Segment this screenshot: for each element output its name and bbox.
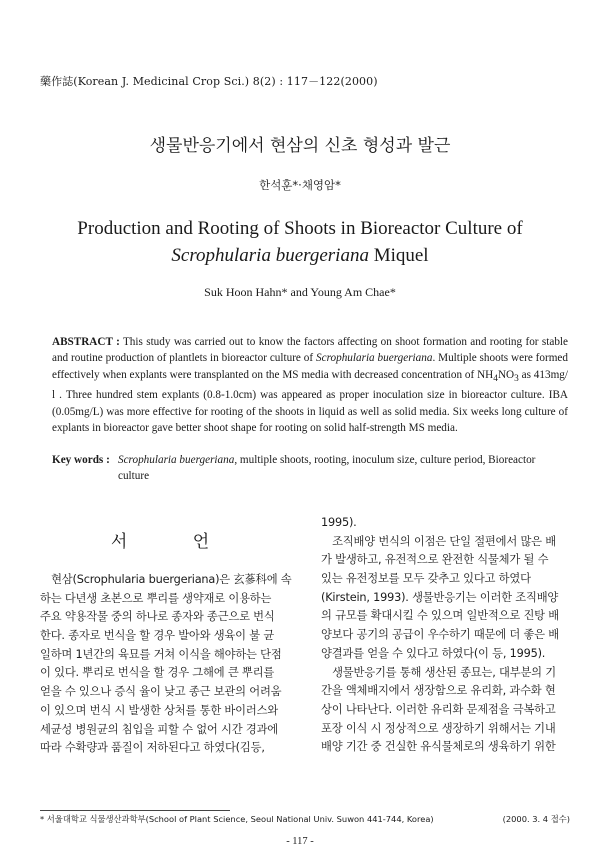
text-line: 포장 이식 시 정상적으로 생장하기 위해서는 기내 (321, 721, 556, 735)
footnote-affiliation: * 서울대학교 식물생산과학부(School of Plant Science, Seoul National Univ. Suwon 441-744, Korea) (40, 814, 434, 824)
english-title-line1: Production and Rooting of Shoots in Bioreactor Culture of (77, 218, 523, 239)
text-line: 가 발생하고, 유전적으로 완전한 식물체가 될 수 (321, 553, 549, 567)
text-line: 양보다 공기의 공급이 우수하기 때문에 더 좋은 배 (321, 628, 559, 642)
text-line: 상이 나타난다. 이러한 유리화 문제점을 극복하고 (321, 702, 556, 716)
english-title-species: Scrophularia buergeriana (171, 245, 369, 266)
text-line: 따라 수확량과 품질이 저하된다고 하였다(김등, (40, 741, 265, 755)
abstract-paragraph (52, 334, 568, 437)
keywords-text (118, 452, 566, 484)
text-line: 현삼(Scrophularia buergeriana)은 玄蔘科에 속 (40, 573, 292, 586)
abstract-text-4: as 413mg/ l . Three hundred stem explants (0.8-1.0cm) was appeared as proper inoculation size in bioreactor culture. IBA (0.05mg/L) was more effective for rooting of the shoots in liquid as well as solid media. Six weeks long culture of explants in bioreactor gave better shoot shape for rooting on solid half-strength MS media. (52, 368, 568, 435)
text-line: 한다. 종자로 번식을 할 경우 발아와 생육이 불 균 (40, 629, 275, 643)
abstract-label: ABSTRACT : (52, 336, 120, 348)
journal-reference: 藥作誌(Korean J. Medicinal Crop Sci.) 8(2) : 117－122(2000) (40, 75, 378, 88)
abstract-subscript-3: 3 (514, 374, 519, 385)
korean-title: 생물반응기에서 현삼의 신초 형성과 발근 (149, 136, 451, 156)
text-line: (Kirstein, 1993). 생물반응기는 이러한 조직배양 (321, 590, 559, 604)
abstract-text-3: NO (497, 368, 515, 381)
text-line: 조직배양 번식의 이점은 단일 절편에서 많은 배 (321, 534, 556, 548)
text-line: 이 있다. 뿌리로 번식을 할 경우 그해에 큰 뿌리를 (40, 666, 275, 680)
text-line: 양결과를 얻을 수 있다고 하였다(이 등, 1995). (321, 646, 546, 660)
right-column (321, 514, 571, 757)
text-line: 얻을 수 있으나 증식 율이 낮고 종근 보관의 어려움 (40, 685, 282, 699)
received-date: (2000. 3. 4 접수) (502, 814, 570, 824)
abstract-subscript-4: 4 (493, 374, 498, 385)
text-line: 세균성 병원균의 침입을 피할 수 없어 시간 경과에 (40, 722, 278, 736)
text-line: 이 있으며 번식 시 발생한 상처를 통한 바이러스와 (40, 703, 278, 717)
section-heading-introduction: 서 언 (110, 532, 240, 552)
text-line: 1995). (321, 516, 357, 529)
english-title-line2 (0, 242, 600, 269)
keywords-species: Scrophularia buergeriana (118, 454, 235, 466)
text-line: 의 규모를 확대시킬 수 있으며 일반적으로 진탕 배 (321, 609, 559, 623)
text-line: 주요 약용작물 중의 하나로 종자와 종근으로 번식 (40, 610, 275, 624)
korean-authors: 한석훈*·채영암* (259, 178, 341, 192)
abstract-text-2: . Multiple shoots were formed effectively when explants were transplanted on the MS media with decreased concentration of NH (52, 352, 568, 381)
english-title (0, 215, 600, 269)
text-line: 간을 액체배지에서 생장함으로 유리화, 과수화 현 (321, 684, 556, 698)
text-line: 생물반응기를 통해 생산된 종묘는, 대부분의 기 (321, 665, 556, 679)
footnote-divider (40, 810, 230, 811)
keywords-label: Key words : (52, 454, 110, 466)
text-line: 하는 다년생 초본으로 뿌리를 생약재로 이용하는 (40, 591, 272, 605)
english-authors: Suk Hoon Hahn* and Young Am Chae* (204, 285, 396, 299)
left-column (40, 571, 302, 758)
english-title-author-name: Miquel (368, 245, 429, 266)
page-number: - 117 - (286, 836, 314, 847)
footnote (40, 813, 570, 825)
keywords-rest: , multiple shoots, rooting, inoculum size, culture period, Bioreactor culture (118, 454, 536, 482)
abstract-species: Scrophularia buergeriana (316, 352, 433, 365)
text-line: 있는 유전정보를 모두 갖추고 있다고 하였다 (321, 572, 531, 586)
text-line: 일하며 1년간의 육묘를 거쳐 이식을 해야하는 단점 (40, 647, 282, 661)
abstract-text-1: This study was carried out to know the factors affecting on shoot formation and rooting for stable and routine production of plantlets in bioreactor culture of (52, 336, 568, 365)
text-line: 배양 기간 중 건실한 유식물체로의 생육하기 위한 (321, 740, 556, 754)
